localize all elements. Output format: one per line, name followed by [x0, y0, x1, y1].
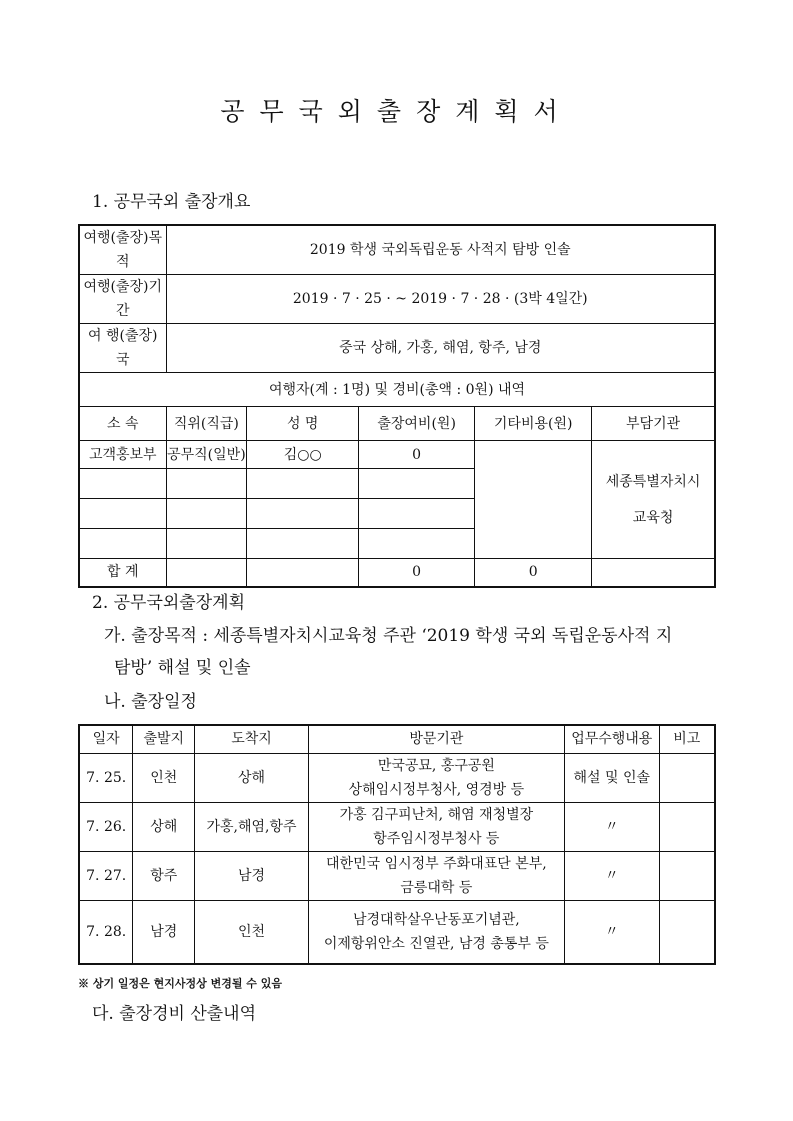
traveler-name: 김○○ — [247, 441, 359, 469]
travelers-header: 여행자(계 : 1명) 및 경비(총액 : 0원) 내역 — [79, 373, 715, 407]
schedule-to: 상해 — [195, 753, 309, 802]
schedule-visit — [308, 851, 564, 900]
col-visit: 방문기관 — [308, 725, 564, 753]
col-remarks: 비고 — [659, 725, 715, 753]
col-burden-agency: 부담기관 — [592, 407, 715, 441]
schedule-from: 인천 — [133, 753, 195, 802]
purpose-row — [79, 225, 715, 275]
schedule-date: 7. 25. — [79, 753, 133, 802]
purpose-line2: 탐방’ 해설 및 인솔 — [114, 658, 251, 678]
visit-line: 만국공묘, 홍구공원 — [377, 757, 495, 774]
col-travel-expense: 출장여비(원) — [359, 407, 475, 441]
total-label: 합 계 — [79, 559, 166, 587]
col-position: 직위(직급) — [166, 407, 247, 441]
purpose-value: 2019 학생 국외독립운동 사적지 탐방 인솔 — [166, 225, 715, 275]
col-to: 도착지 — [195, 725, 309, 753]
overview-table — [78, 224, 716, 588]
period-label: 여행(출장)기간 — [79, 275, 166, 324]
schedule-task: 〃 — [564, 851, 659, 900]
country-row — [79, 324, 715, 373]
table-row — [79, 802, 715, 851]
col-dept: 소 속 — [79, 407, 166, 441]
schedule-visit — [308, 900, 564, 964]
schedule-from: 항주 — [133, 851, 195, 900]
schedule-remarks — [659, 900, 715, 964]
schedule-date: 7. 26. — [79, 802, 133, 851]
schedule-date: 7. 27. — [79, 851, 133, 900]
period-row — [79, 275, 715, 324]
visit-line: 대한민국 임시정부 주화대표단 본부, — [326, 855, 547, 872]
country-value: 중국 상해, 가홍, 해염, 항주, 남경 — [166, 324, 715, 373]
col-name: 성 명 — [247, 407, 359, 441]
table-row — [79, 753, 715, 802]
country-label: 여 행(출장) 국 — [79, 324, 166, 373]
visit-line: 이제항위안소 진열관, 남경 총통부 등 — [323, 935, 549, 952]
page-title: 공무국외출장계획서 — [220, 97, 573, 126]
visit-line: 가홍 김구피난처, 해염 재청별장 — [339, 806, 534, 823]
period-value: 2019 · 7 · 25 · ~ 2019 · 7 · 28 · (3박 4일간) — [166, 275, 715, 324]
traveler-position: 공무직(일반) — [166, 441, 247, 469]
section1-heading: 1. 공무국외 출장개요 — [92, 192, 251, 212]
burden-agency-line2: 교육청 — [632, 509, 674, 526]
schedule-task: 〃 — [564, 900, 659, 964]
table-row — [79, 441, 715, 469]
col-from: 출발지 — [133, 725, 195, 753]
schedule-to: 가홍,해염,항주 — [195, 802, 309, 851]
schedule-from: 남경 — [133, 900, 195, 964]
schedule-date: 7. 28. — [79, 900, 133, 964]
burden-agency-line1: 세종특별자치시 — [605, 473, 701, 490]
table-row — [79, 851, 715, 900]
burden-agency-cell — [592, 441, 715, 559]
travelers-columns-row — [79, 407, 715, 441]
total-expense: 0 — [359, 559, 475, 587]
total-other: 0 — [475, 559, 592, 587]
traveler-expense: 0 — [359, 441, 475, 469]
col-date: 일자 — [79, 725, 133, 753]
total-row — [79, 559, 715, 587]
schedule-to: 인천 — [195, 900, 309, 964]
schedule-note: ※ 상기 일정은 현지사정상 변경될 수 있음 — [78, 977, 282, 990]
col-other-cost: 기타비용(원) — [475, 407, 592, 441]
schedule-remarks — [659, 802, 715, 851]
visit-line: 남경대학살우난동포기념관, — [353, 911, 520, 928]
visit-line: 상해임시정부청사, 영경방 등 — [348, 781, 525, 798]
schedule-to: 남경 — [195, 851, 309, 900]
visit-line: 금릉대학 등 — [400, 879, 473, 896]
schedule-task: 〃 — [564, 802, 659, 851]
traveler-dept: 고객홍보부 — [79, 441, 166, 469]
col-task: 업무수행내용 — [564, 725, 659, 753]
schedule-header-row — [79, 725, 715, 753]
schedule-from: 상해 — [133, 802, 195, 851]
schedule-remarks — [659, 753, 715, 802]
schedule-visit — [308, 802, 564, 851]
other-cost-merged-cell — [475, 441, 592, 559]
section2-heading: 2. 공무국외출장계획 — [92, 593, 245, 613]
visit-line: 항주임시정부청사 등 — [373, 830, 500, 847]
travelers-header-row — [79, 373, 715, 407]
schedule-task: 해설 및 인솔 — [564, 753, 659, 802]
schedule-visit — [308, 753, 564, 802]
purpose-label: 여행(출장)목적 — [79, 225, 166, 275]
expense-heading: 다. 출장경비 산출내역 — [92, 1004, 257, 1024]
table-row — [79, 900, 715, 964]
schedule-remarks — [659, 851, 715, 900]
schedule-heading: 나. 출장일정 — [104, 692, 197, 712]
purpose-line1: 가. 출장목적 : 세종특별자치시교육청 주관 ‘2019 학생 국외 독립운동사적 지 — [104, 626, 673, 646]
schedule-table — [78, 724, 716, 965]
